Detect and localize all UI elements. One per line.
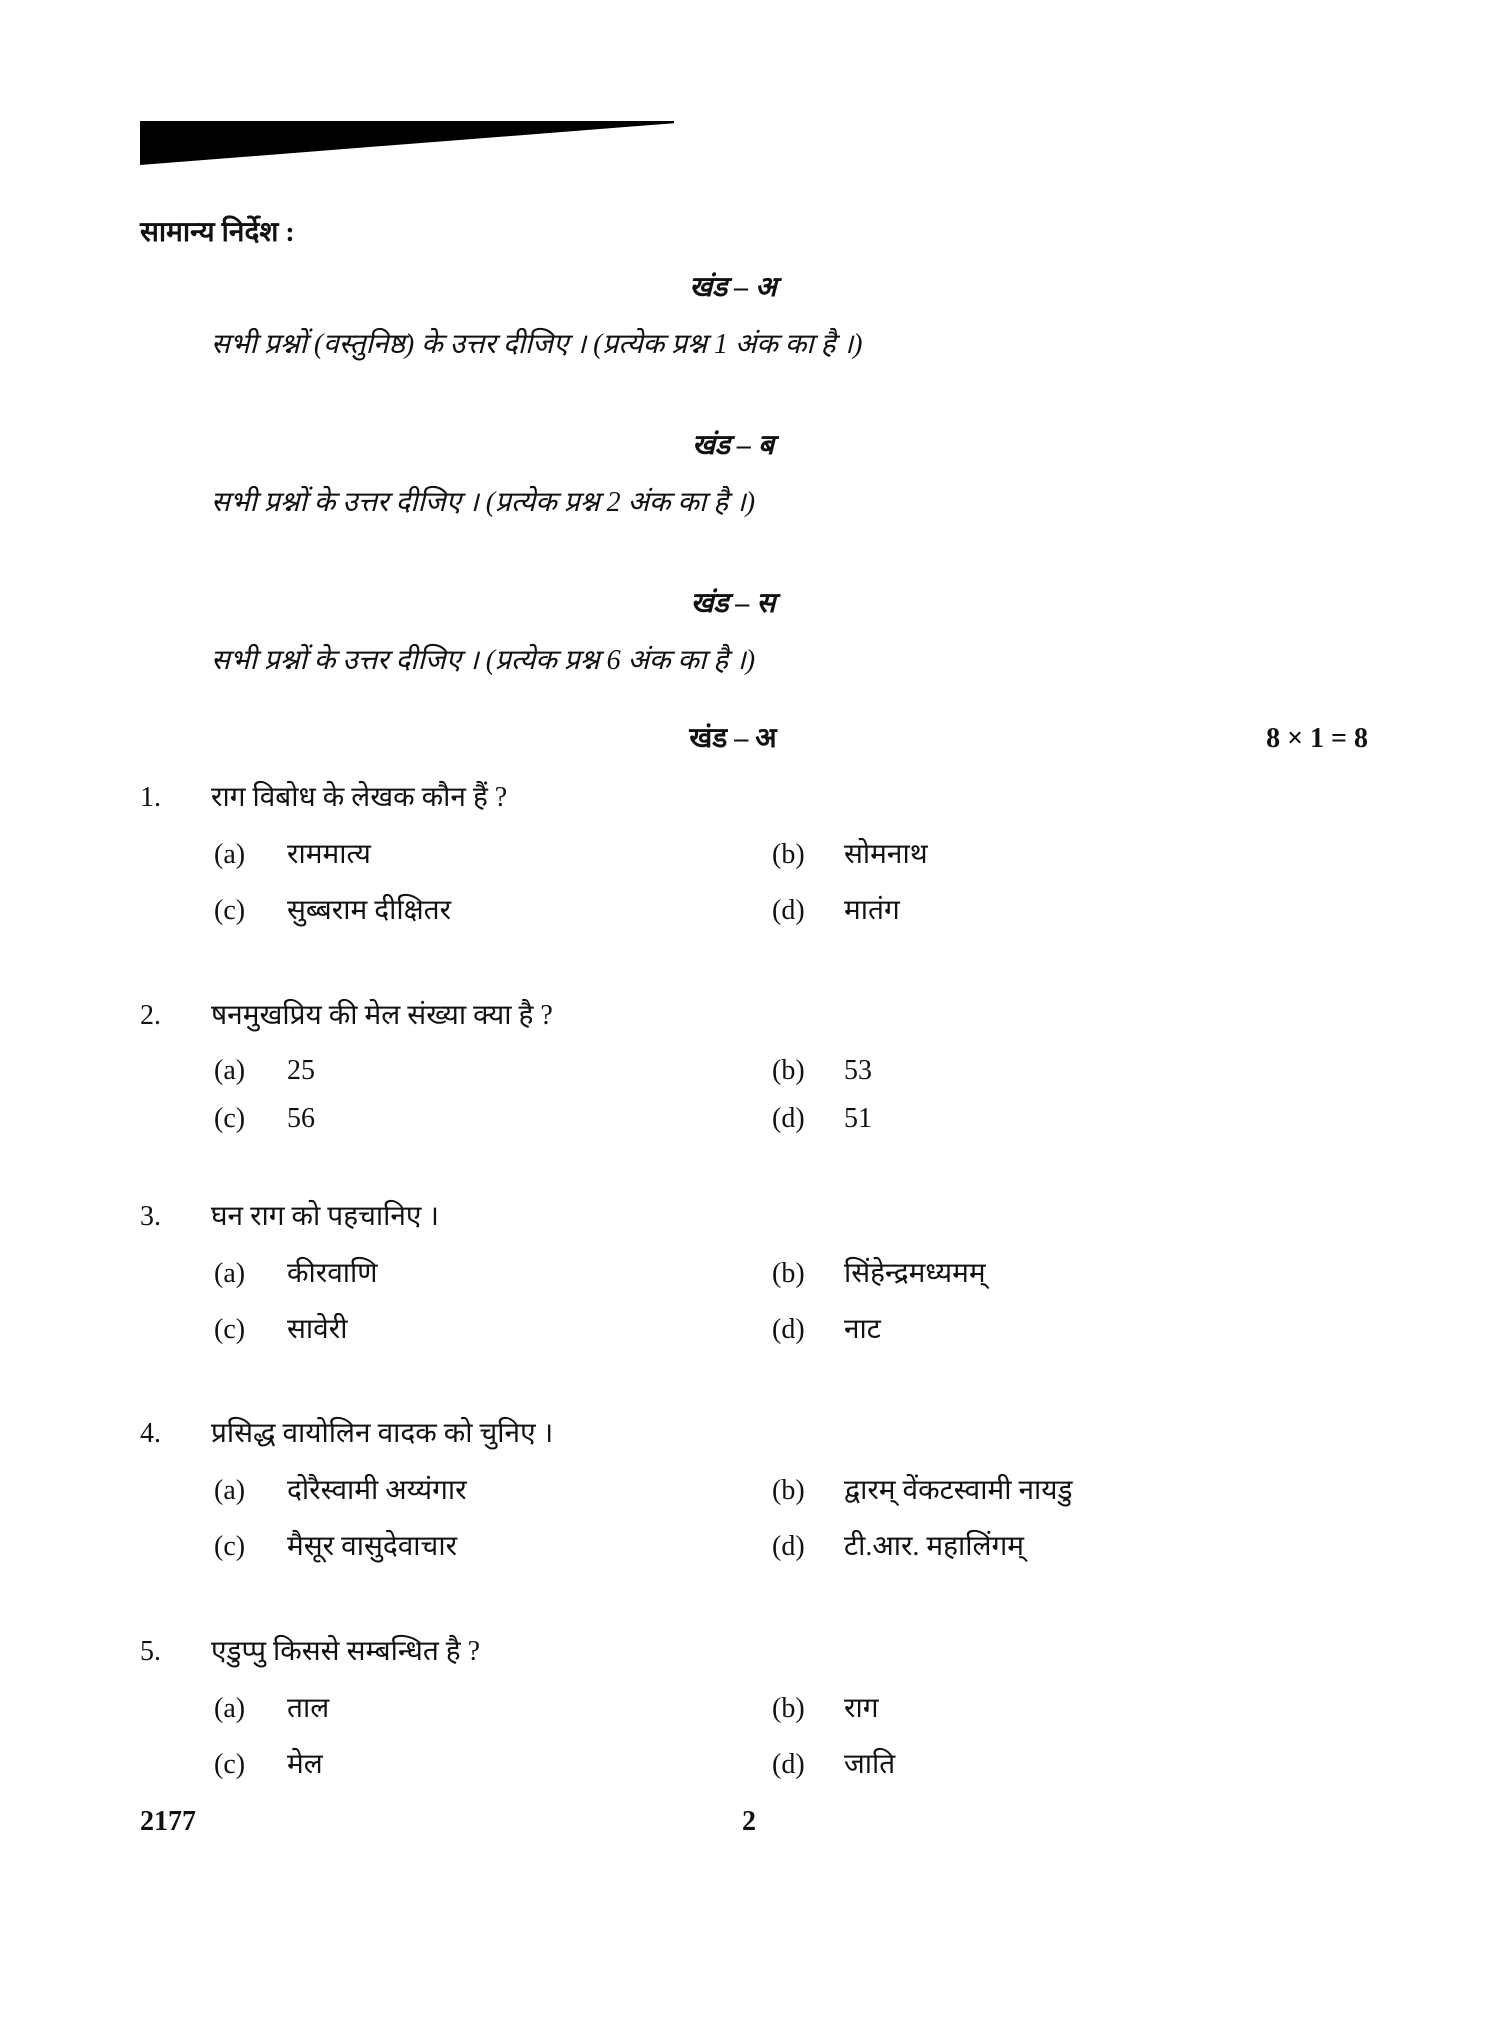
option-label: (c) bbox=[214, 1531, 246, 1562]
section-b-instruction: सभी प्रश्नों के उत्तर दीजिए । (प्रत्येक प्रश्न 2 अंक का है ।) bbox=[211, 487, 756, 518]
question-number: 1. bbox=[140, 782, 161, 813]
option-text: ताल bbox=[287, 1693, 330, 1724]
section-c-instruction: सभी प्रश्नों के उत्तर दीजिए । (प्रत्येक प्रश्न 6 अंक का है ।) bbox=[211, 645, 756, 676]
paper-code: 2177 bbox=[140, 1806, 196, 1837]
question-number: 4. bbox=[140, 1418, 161, 1449]
option-label: (b) bbox=[772, 839, 805, 870]
option-label: (d) bbox=[772, 1749, 805, 1780]
question-text: राग विबोध के लेखक कौन हैं ? bbox=[211, 782, 508, 813]
question-number: 5. bbox=[140, 1636, 161, 1667]
option-label: (c) bbox=[214, 895, 246, 926]
option-text: नाट bbox=[844, 1314, 881, 1345]
option-text: सावेरी bbox=[287, 1314, 348, 1345]
option-text: जाति bbox=[844, 1749, 896, 1780]
option-text: टी.आर. महालिंगम् bbox=[844, 1531, 1025, 1562]
option-text: सुब्बराम दीक्षितर bbox=[287, 895, 452, 926]
option-label: (d) bbox=[772, 895, 805, 926]
option-label: (b) bbox=[772, 1475, 805, 1506]
option-text: 51 bbox=[844, 1103, 872, 1134]
question-number: 2. bbox=[140, 1000, 161, 1031]
option-label: (a) bbox=[214, 1258, 246, 1289]
option-text: राममात्य bbox=[287, 839, 371, 870]
general-instructions-label: सामान्य निर्देश : bbox=[140, 217, 295, 248]
section-c-title: खंड – स bbox=[690, 588, 776, 619]
option-label: (b) bbox=[772, 1055, 805, 1086]
option-text: सिंहेन्द्रमध्यमम् bbox=[844, 1258, 986, 1289]
option-label: (d) bbox=[772, 1103, 805, 1134]
option-label: (a) bbox=[214, 1055, 246, 1086]
option-label: (b) bbox=[772, 1258, 805, 1289]
section-b-title: खंड – ब bbox=[692, 430, 774, 461]
page-number: 2 bbox=[742, 1806, 756, 1837]
section-marks: 8 × 1 = 8 bbox=[1266, 723, 1368, 754]
section-a-title: खंड – अ bbox=[689, 272, 777, 303]
question-text: एडुप्पु किससे सम्बन्धित है ? bbox=[211, 1636, 481, 1667]
option-label: (c) bbox=[214, 1314, 246, 1345]
question-text: प्रसिद्ध वायोलिन वादक को चुनिए । bbox=[211, 1418, 554, 1449]
option-text: मातंग bbox=[844, 895, 900, 926]
option-text: मैसूर वासुदेवाचार bbox=[287, 1531, 458, 1562]
current-section-title: खंड – अ bbox=[689, 723, 777, 754]
option-label: (d) bbox=[772, 1531, 805, 1562]
option-label: (b) bbox=[772, 1693, 805, 1724]
header-black-bar bbox=[140, 121, 674, 165]
option-text: 56 bbox=[287, 1103, 315, 1134]
question-number: 3. bbox=[140, 1201, 161, 1232]
section-a-instruction: सभी प्रश्नों (वस्तुनिष्ठ) के उत्तर दीजिए । (प्रत्येक प्रश्न 1 अंक का है ।) bbox=[211, 329, 863, 360]
option-text: 25 bbox=[287, 1055, 315, 1086]
option-text: 53 bbox=[844, 1055, 872, 1086]
option-text: राग bbox=[844, 1693, 879, 1724]
option-label: (c) bbox=[214, 1103, 246, 1134]
option-text: कीरवाणि bbox=[287, 1258, 378, 1289]
option-label: (a) bbox=[214, 839, 246, 870]
question-text: षनमुखप्रिय की मेल संख्या क्या है ? bbox=[211, 1000, 553, 1031]
option-text: द्वारम् वेंकटस्वामी नायडु bbox=[844, 1475, 1073, 1506]
option-label: (a) bbox=[214, 1475, 246, 1506]
option-text: सोमनाथ bbox=[844, 839, 928, 870]
option-label: (d) bbox=[772, 1314, 805, 1345]
option-text: मेल bbox=[287, 1749, 323, 1780]
option-label: (a) bbox=[214, 1693, 246, 1724]
option-text: दोरैस्वामी अय्यंगार bbox=[287, 1475, 467, 1506]
option-label: (c) bbox=[214, 1749, 246, 1780]
question-text: घन राग को पहचानिए । bbox=[211, 1201, 440, 1232]
